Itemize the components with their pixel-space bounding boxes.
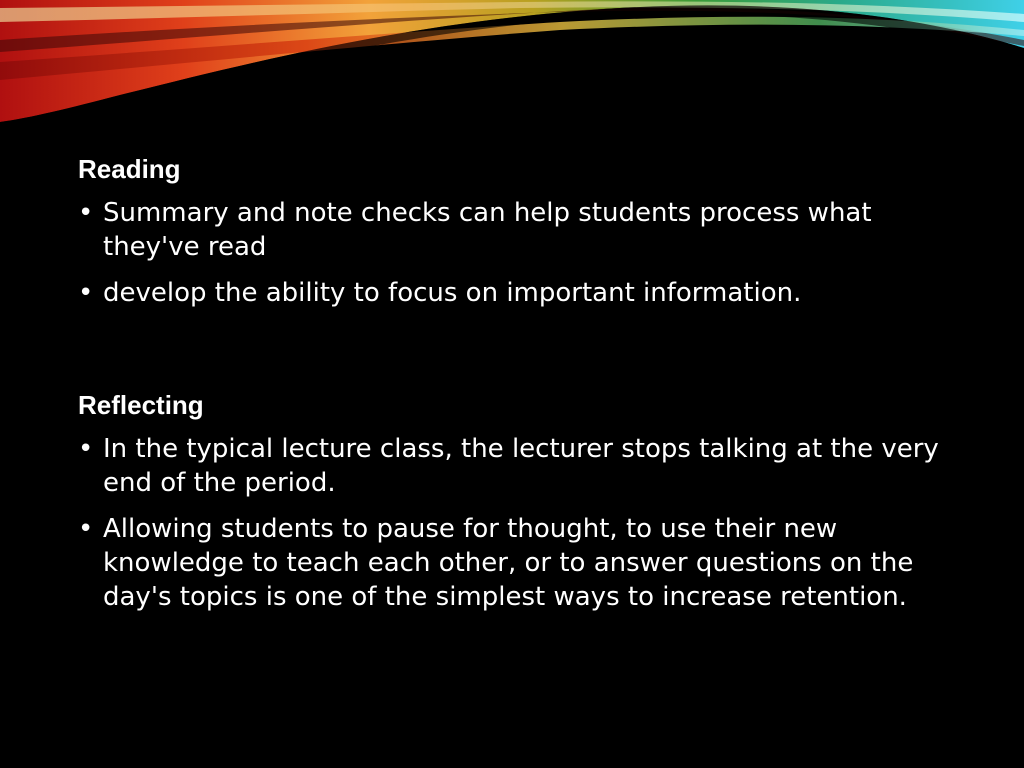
section-reading	[78, 152, 958, 310]
list-item	[78, 276, 958, 310]
bullet-icon: •	[78, 278, 94, 308]
bullet-icon: •	[78, 198, 94, 228]
list-item	[78, 196, 958, 264]
bullet-icon: •	[78, 514, 94, 544]
decorative-ribbon-banner	[0, 0, 1024, 130]
list-item	[78, 512, 958, 614]
bullet-text: In the typical lecture class, the lecturer stops talking at the very end of the period.	[103, 434, 939, 498]
bullet-icon: •	[78, 434, 94, 464]
bullet-list	[78, 432, 958, 614]
bullet-text: Summary and note checks can help students process what they've read	[103, 198, 872, 262]
bullet-list	[78, 196, 958, 310]
bullet-text: Allowing students to pause for thought, to use their new knowledge to teach each other, or to answer questions on the day's topics is one of the simplest ways to increase retention.	[103, 514, 914, 612]
slide-body	[78, 152, 958, 626]
section-reflecting	[78, 388, 958, 614]
list-item	[78, 432, 958, 500]
bullet-text: develop the ability to focus on important information.	[103, 278, 802, 308]
section-spacer	[78, 322, 958, 388]
section-heading: Reading	[78, 154, 181, 184]
section-heading: Reflecting	[78, 390, 204, 420]
